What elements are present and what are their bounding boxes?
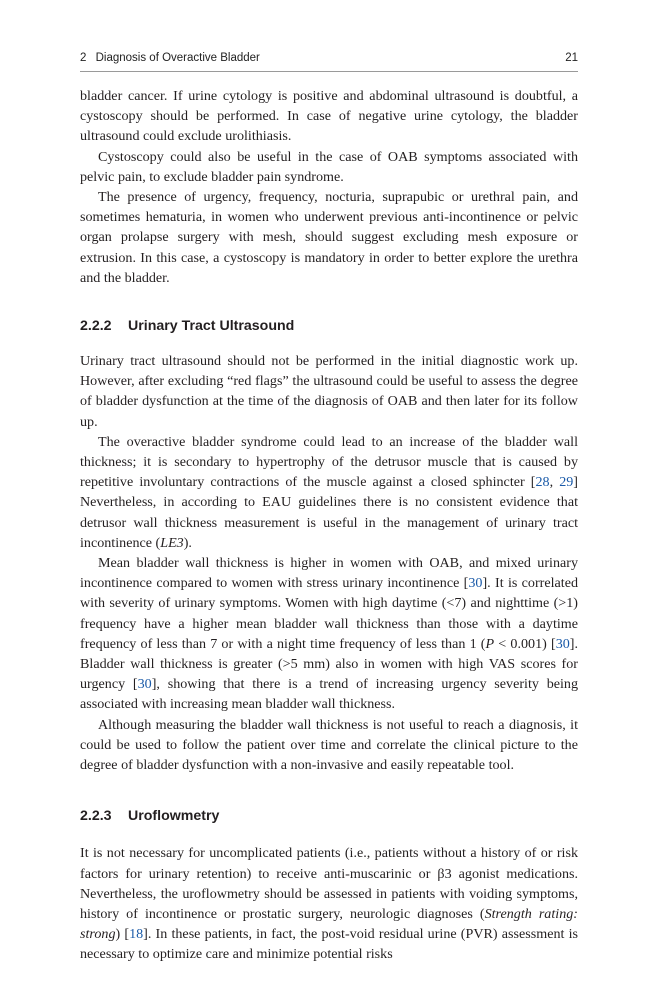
header-rule [80, 71, 578, 72]
running-head [80, 52, 578, 68]
citation-link[interactable]: 30 [137, 676, 152, 693]
paragraph-continuation: bladder cancer. If urine cytology is positive and abdominal ultrasound is doubtful, a cystoscopy should be performed. In case of negative urine cytology, the bladder ultrasound could exclude urolithiasis. [80, 88, 578, 145]
section-number: 2.2.3 [80, 808, 112, 825]
spacer [80, 775, 578, 806]
paragraph-mesh-exposure: The presence of urgency, frequency, nocturia, suprapubic or urethral pain, and sometimes hematuria, in women who underwent previous anti-incontinence or pelvic organ prolapse surgery with mesh, should suggest excluding mesh exposure or extrusion. In this case, a cystoscopy is mandatory in order to better explore the urethra and the bladder. [80, 189, 578, 286]
paragraph-uroflowmetry [80, 843, 578, 964]
paragraph-cystoscopy-pelvic-pain: Cystoscopy could also be useful in the case of OAB symptoms associated with pelvic pain, to exclude bladder pain syndrome. [80, 148, 578, 185]
page-number: 21 [565, 52, 578, 64]
text-run: , [549, 474, 560, 491]
evidence-level: LE3 [160, 534, 184, 551]
strength-rating: Strength rating: strong [80, 905, 578, 943]
spacer [80, 336, 578, 351]
text-run: ] Nevertheless, in according to EAU guidelines there is no consistent evidence that detrusor wall thickness measurement is useful in the management of urinary tract incontinence ( [80, 474, 578, 551]
section-heading-ultrasound [80, 316, 578, 336]
text-run: The overactive bladder syndrome could lead to an increase of the bladder wall thickness; it is secondary to hypertrophy of the detrusor muscle that is caused by repetitive involuntary contractions of the muscle against a closed sphincter [ [80, 433, 578, 491]
text-run: ) [ [115, 926, 130, 943]
paragraph-mean-thickness [80, 553, 578, 715]
section-title: Uroflowmetry [128, 808, 220, 825]
text-run: ], showing that there is a trend of increasing urgency severity being associated with increasing mean bladder wall thickness. [80, 676, 579, 713]
text-run: ]. Bladder wall thickness is greater (>5 mm) also in women with high VAS scores for urgency [ [80, 635, 578, 693]
text-run: ). [183, 534, 192, 551]
spacer [80, 288, 578, 316]
paragraph-wall-thickness [80, 432, 578, 553]
spacer [80, 826, 578, 843]
chapter-title: Diagnosis of Overactive Bladder [95, 52, 260, 64]
paragraph-ultrasound-intro: Urinary tract ultrasound should not be performed in the initial diagnostic work up. However, after excluding “red flags” the ultrasound could be useful to assess the degree of bladder dysfunction at the time of the diagnosis of OAB and then later for its follow up. [80, 353, 578, 430]
citation-link[interactable]: 29 [559, 474, 574, 491]
paragraph-follow-up: Although measuring the bladder wall thickness is not useful to reach a diagnosis, it could be used to follow the patient over time and correlate the clinical picture to the degree of bladder dysfunction with a non-invasive and easily repeatable tool. [80, 716, 578, 774]
citation-link[interactable]: 18 [129, 926, 144, 943]
chapter-number: 2 [80, 52, 87, 64]
text-run: It is not necessary for uncomplicated patients (i.e., patients without a history of or risk factors for urinary retention) to receive anti-muscarinic or β3 agonist medications. Nevertheless, the uroflowmetry should be assessed in patients with voiding symptoms, history of incontinence or prostatic surgery, neurologic diagnoses ( [80, 845, 578, 922]
section-number: 2.2.2 [80, 318, 112, 335]
text-run: ]. It is correlated with severity of urinary symptoms. Women with high daytime (<7) and nighttime (>1) frequency have a higher mean bladder wall thickness than those with a daytime frequency of less than 7 or with a night time frequency of less than 1 ( [80, 575, 578, 652]
citation-link[interactable]: 28 [535, 474, 550, 491]
section-heading-uroflowmetry [80, 806, 578, 826]
text-run: Mean bladder wall thickness is higher in women with OAB, and mixed urinary incontinence compared to women with stress urinary incontinence [ [80, 555, 578, 592]
body-text [80, 86, 578, 965]
citation-link[interactable]: 30 [555, 635, 570, 652]
p-value-symbol: P [485, 635, 495, 652]
text-run: < 0.001) [ [494, 635, 556, 652]
text-run: ]. In these patients, in fact, the post-void residual urine (PVR) assessment is necessary to optimize care and minimize potential risks [80, 926, 578, 963]
citation-link[interactable]: 30 [468, 575, 483, 592]
running-head-left [80, 52, 260, 64]
section-title: Urinary Tract Ultrasound [128, 318, 295, 335]
